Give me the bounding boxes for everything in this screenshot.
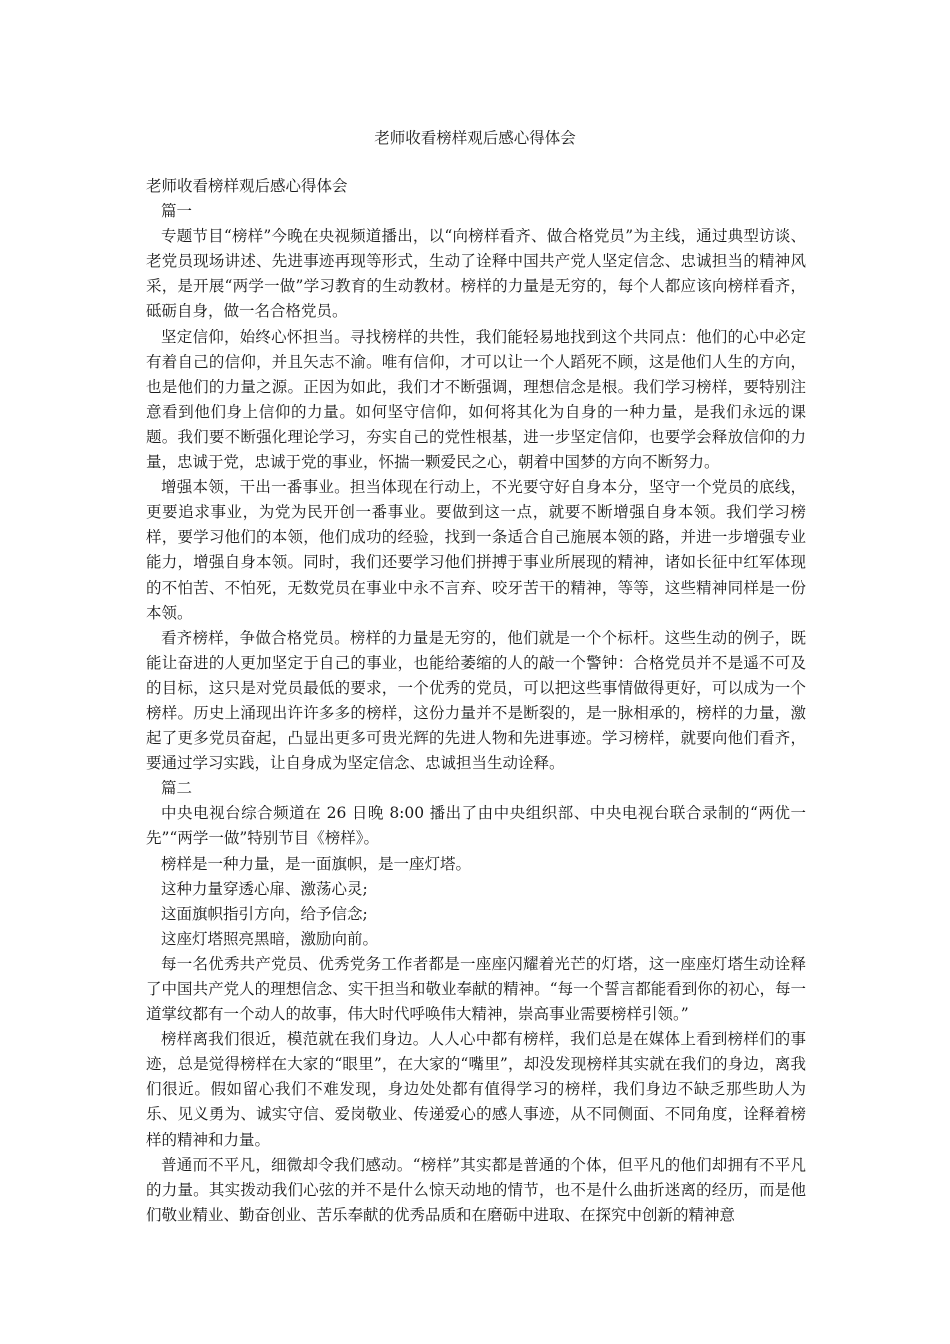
paragraph: 这座灯塔照亮黑暗，激励向前。 bbox=[161, 929, 379, 948]
paragraph: 这面旗帜指引方向，给予信念; bbox=[161, 904, 368, 923]
paragraph: 榜样离我们很近，模范就在我们身边。人人心中都有榜样，我们总是在媒体上看到榜样们的事迹，总是觉得榜样在大家的“眼里”，在大家的“嘴里”，却没发现榜样其实就在我们的身边，离我们很近。假如留心我们不难发现，身边处处都有值得学习的榜样，我们身边不缺乏那些助人为乐、见义勇为、诚实守信、爱岗敬业、传递爱心的感人事迹，从不同侧面、不同角度，诠释着榜样的精神和力量。 bbox=[146, 1030, 806, 1149]
paragraph: 专题节目“榜样”今晚在央视频道播出，以“向榜样看齐、做合格党员”为主线，通过典型访谈、老党员现场讲述、先进事迹再现等形式，生动了诠释中国共产党人坚定信念、忠诚担当的精神风采，是开展“两学一做”学习教育的生动教材。榜样的力量是无穷的，每个人都应该向榜样看齐，砥砺自身，做一名合格党员。 bbox=[146, 227, 806, 321]
paragraph: 每一名优秀共产党员、优秀党务工作者都是一座座闪耀着光芒的灯塔，这一座座灯塔生动诠释了中国共产党人的理想信念、实干担当和敬业奉献的精神。“每一个誓言都能看到你的初心，每一道掌纹都有一个动人的故事，伟大时代呼唤伟大精神，崇高事业需要榜样引领。” bbox=[146, 954, 806, 1024]
section-heading: 篇二 bbox=[161, 779, 193, 798]
paragraph: 中央电视台综合频道在 26 日晚 8:00 播出了由中央组织部、中央电视台联合录制的“两优一先”“两学一做”特别节目《榜样》。 bbox=[146, 804, 806, 848]
document-subtitle: 老师收看榜样观后感心得体会 bbox=[146, 177, 348, 195]
paragraph: 看齐榜样，争做合格党员。榜样的力量是无穷的，他们就是一个个标杆。这些生动的例子，既能让奋进的人更加坚定于自己的事业，也能给萎缩的人的敲一个警钟：合格党员并不是遥不可及的目标，这只是对党员最低的要求，一个优秀的党员，可以把这些事情做得更好，可以成为一个榜样。历史上涌现出许许多多的榜样，这份力量并不是断裂的，是一脉相承的，榜样的力量，激起了更多党员奋起，凸显出更多可贵光辉的先进人物和先进事迹。学习榜样，就要向他们看齐，要通过学习实践，让自身成为坚定信念、忠诚担当生动诠释。 bbox=[146, 628, 806, 773]
paragraph: 榜样是一种力量，是一面旗帜，是一座灯塔。 bbox=[161, 854, 472, 873]
paragraph: 坚定信仰，始终心怀担当。寻找榜样的共性，我们能轻易地找到这个共同点：他们的心中必定有着自己的信仰，并且矢志不渝。唯有信仰，才可以让一个人蹈死不顾，这是他们人生的方向，也是他们的力量之源。正因为如此，我们才不断强调，理想信念是根。我们学习榜样，要特别注意看到他们身上信仰的力量。如何坚守信仰，如何将其化为自身的一种力量，是我们永远的课题。我们要不断强化理论学习，夯实自己的党性根基，进一步坚定信仰，也要学会释放信仰的力量，忠诚于党，忠诚于党的事业，怀揣一颗爱民之心，朝着中国梦的方向不断努力。 bbox=[146, 327, 806, 472]
paragraph: 这种力量穿透心扉、激荡心灵; bbox=[161, 879, 368, 898]
section-heading: 篇一 bbox=[161, 202, 193, 221]
document-title: 老师收看榜样观后感心得体会 bbox=[374, 129, 576, 147]
paragraph: 增强本领，干出一番事业。担当体现在行动上，不光要守好自身本分，坚守一个党员的底线，更要追求事业，为党为民开创一番事业。要做到这一点，就要不断增强自身本领。我们学习榜样，要学习他们的本领，他们成功的经验，找到一条适合自己施展本领的路，并进一步增强专业能力，增强自身本领。同时，我们还要学习他们拼搏于事业所展现的精神，诸如长征中红军体现的不怕苦、不怕死，无数党员在事业中永不言弃、咬牙苦干的精神，等等，这些精神同样是一份本领。 bbox=[146, 478, 806, 622]
document-body bbox=[146, 174, 806, 1228]
paragraph: 普通而不平凡，细微却令我们感动。“榜样”其实都是普通的个体，但平凡的他们却拥有不平凡的力量。其实拨动我们心弦的并不是什么惊天动地的情节，也不是什么曲折迷离的经历，而是他们敬业精业、勤奋创业、苦乐奉献的优秀品质和在磨砺中进取、在探究中创新的精神意 bbox=[146, 1155, 806, 1224]
